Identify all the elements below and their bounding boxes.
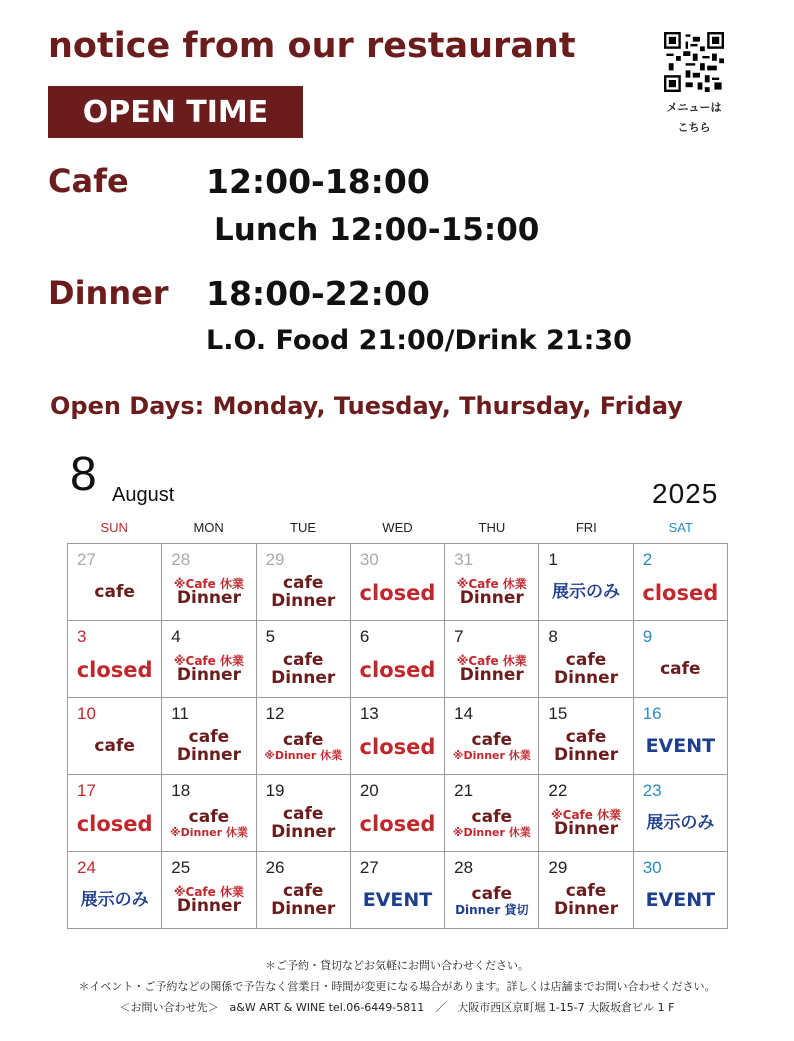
open-days: Open Days: Monday, Tuesday, Thursday, Friday (50, 392, 683, 420)
day-schedule (68, 878, 161, 924)
day-number: 6 (359, 627, 370, 646)
day-number: 29 (265, 550, 285, 569)
schedule-exhibit: 展示のみ (646, 813, 715, 834)
day-schedule (634, 647, 727, 693)
day-number: 28 (454, 858, 474, 877)
schedule-cafe: cafe (94, 582, 135, 603)
day-schedule (351, 647, 444, 693)
schedule-cafe: cafe (471, 730, 512, 751)
schedule-dinner: Dinner (554, 668, 619, 688)
weekday-wed: WED (382, 520, 413, 535)
day-number: 12 (265, 704, 285, 723)
calendar-day-cell (162, 544, 256, 621)
day-number: 21 (454, 781, 474, 800)
schedule-cafe: cafe (282, 573, 324, 594)
weekday-header (67, 520, 728, 535)
schedule-cafe: cafe (282, 804, 324, 825)
calendar-day-cell (68, 852, 162, 929)
schedule-cafe: cafe (282, 730, 324, 751)
day-number: 2 (642, 550, 653, 569)
schedule-event: EVENT (645, 735, 716, 758)
page-title: notice from our restaurant (48, 26, 576, 66)
day-schedule (68, 647, 161, 693)
schedule-cafe: cafe (565, 881, 607, 902)
schedule-dinner: Dinner (271, 822, 336, 842)
calendar-day-cell (539, 621, 633, 698)
weekday-fri: FRI (575, 520, 597, 535)
day-number: 19 (265, 781, 285, 800)
calendar-day-cell (539, 775, 633, 852)
calendar-day-cell (633, 775, 727, 852)
schedule-note: ※Cafe 休業 (456, 576, 527, 591)
day-schedule (68, 724, 161, 770)
schedule-closed: closed (359, 734, 436, 759)
schedule-exhibit: 展示のみ (552, 582, 621, 603)
qr-label (650, 98, 738, 138)
schedule-cafe: cafe (471, 883, 512, 904)
day-schedule (68, 570, 161, 616)
day-number: 31 (454, 550, 474, 569)
day-number: 28 (171, 550, 191, 569)
schedule-cafe: cafe (94, 736, 135, 757)
day-schedule (257, 570, 350, 616)
day-number: 30 (642, 858, 662, 877)
day-schedule (445, 878, 538, 924)
calendar-day-cell (633, 544, 727, 621)
day-number: 13 (359, 704, 379, 723)
calendar-week (68, 852, 728, 929)
day-schedule (634, 801, 727, 847)
dinner-time: 18:00-22:00 (206, 274, 430, 313)
calendar-day-cell (162, 775, 256, 852)
day-number: 7 (454, 627, 464, 646)
calendar-day-cell (68, 775, 162, 852)
day-schedule (257, 724, 350, 770)
day-schedule (257, 647, 350, 693)
schedule-note: ※Cafe 休業 (550, 807, 622, 822)
footer-note-2: ＊イベント・ご予約などの関係で予告なく営業日・時間が変更になる場合があります。詳しくは店舗までお問い合わせください。 (78, 980, 716, 993)
day-number: 1 (548, 550, 558, 569)
day-schedule (634, 724, 727, 770)
calendar-day-cell (445, 775, 539, 852)
schedule-cafe: cafe (282, 650, 324, 671)
footer-note-1: ＊ご予約・貸切などお気軽にお問い合わせください。 (265, 959, 529, 972)
calendar-day-cell (445, 698, 539, 775)
schedule-dinner: Dinner (271, 668, 336, 688)
calendar-week (68, 621, 728, 698)
schedule-dinner: Dinner (176, 896, 241, 917)
schedule-cafe: cafe (565, 650, 607, 671)
day-schedule (539, 647, 632, 693)
calendar-day-cell (445, 544, 539, 621)
day-schedule (162, 724, 255, 770)
schedule-dinner: Dinner (459, 588, 524, 609)
calendar-day-cell (162, 698, 256, 775)
schedule-closed: closed (359, 811, 436, 836)
dinner-label: Dinner (48, 274, 169, 312)
schedule-cafe: cafe (565, 727, 607, 748)
schedule-cafe: cafe (660, 659, 701, 680)
schedule-note: ※Cafe 休業 (456, 653, 527, 668)
schedule-exhibit: 展示のみ (80, 890, 149, 911)
schedule-dinner: Dinner (176, 665, 241, 686)
footer (0, 955, 794, 1018)
day-schedule (162, 647, 255, 693)
day-number: 20 (359, 781, 379, 800)
calendar-day-cell (350, 698, 444, 775)
calendar-day-cell (256, 852, 350, 929)
calendar-day-cell (539, 544, 633, 621)
year: 2025 (652, 478, 719, 509)
day-schedule (257, 801, 350, 847)
day-number: 22 (548, 781, 568, 800)
day-number: 4 (171, 627, 181, 646)
schedule-dinner: Dinner (554, 899, 619, 919)
day-number: 29 (548, 858, 568, 877)
calendar-day-cell (256, 698, 350, 775)
weekday-mon: MON (193, 520, 224, 535)
day-number: 17 (77, 781, 96, 800)
qr-label-line2: こちら (677, 121, 711, 134)
schedule-note-s: ※Dinner 休業 (264, 749, 343, 763)
schedule-note-s: ※Dinner 休業 (452, 749, 531, 763)
day-schedule (257, 878, 350, 924)
calendar-day-cell (256, 544, 350, 621)
day-schedule (445, 570, 538, 616)
weekday-sat: SAT (668, 520, 693, 535)
day-schedule (445, 647, 538, 693)
schedule-dinner: Dinner (554, 745, 619, 765)
day-schedule (351, 801, 444, 847)
calendar-day-cell (256, 621, 350, 698)
calendar-day-cell (256, 775, 350, 852)
day-number: 10 (77, 704, 96, 723)
day-number: 3 (77, 627, 87, 646)
calendar-week (68, 544, 728, 621)
day-schedule (351, 724, 444, 770)
schedule-dinner: Dinner (176, 588, 241, 609)
schedule-cafe: cafe (282, 881, 324, 902)
schedule-cafe: cafe (188, 727, 230, 748)
calendar-day-cell (539, 852, 633, 929)
day-number: 16 (642, 704, 662, 723)
day-number: 27 (359, 858, 379, 877)
calendar-week (68, 698, 728, 775)
weekday-thu: THU (478, 520, 506, 535)
calendar-day-cell (633, 852, 727, 929)
schedule-closed: closed (76, 657, 153, 682)
day-number: 18 (171, 781, 191, 800)
calendar-day-cell (162, 852, 256, 929)
schedule-dinner: Dinner (176, 745, 241, 765)
schedule-note: ※Cafe 休業 (173, 653, 244, 668)
schedule-closed: closed (359, 657, 436, 682)
day-number: 25 (171, 858, 191, 877)
day-schedule (445, 724, 538, 770)
day-schedule (539, 570, 632, 616)
calendar-day-cell (68, 621, 162, 698)
day-schedule (351, 570, 444, 616)
day-schedule (162, 570, 255, 616)
schedule-cafe: cafe (188, 807, 230, 828)
lunch-time: Lunch 12:00-15:00 (214, 212, 540, 248)
day-number: 27 (77, 550, 96, 569)
schedule-dinner: Dinner (271, 899, 336, 919)
day-schedule (162, 878, 255, 924)
month-number: 8 (70, 448, 97, 501)
schedule-kashi: Dinner 貸切 (455, 902, 529, 917)
weekday-sun: SUN (100, 520, 128, 535)
calendar-day-cell (633, 621, 727, 698)
day-number: 14 (454, 704, 474, 723)
qr-label-line1: メニューは (666, 101, 722, 114)
day-number: 23 (642, 781, 662, 800)
schedule-cafe: cafe (471, 807, 512, 828)
schedule-event: EVENT (645, 889, 716, 912)
day-schedule (162, 801, 255, 847)
schedule-note-s: ※Dinner 休業 (452, 826, 531, 840)
schedule-dinner: Dinner (271, 591, 336, 611)
day-schedule (351, 878, 444, 924)
calendar-day-cell (633, 698, 727, 775)
day-number: 30 (359, 550, 379, 569)
calendar-week (68, 775, 728, 852)
cafe-time: 12:00-18:00 (206, 162, 430, 201)
calendar-day-cell (445, 852, 539, 929)
weekday-tue: TUE (290, 520, 317, 535)
schedule-closed: closed (642, 580, 719, 605)
day-schedule (68, 801, 161, 847)
schedule-event: EVENT (362, 889, 433, 912)
day-number: 9 (642, 627, 653, 646)
day-number: 11 (171, 704, 189, 723)
calendar-day-cell (350, 544, 444, 621)
cafe-label: Cafe (48, 162, 129, 200)
schedule-closed: closed (359, 580, 436, 605)
schedule-note-s: ※Dinner 休業 (169, 826, 248, 840)
day-number: 8 (548, 627, 558, 646)
last-order: L.O. Food 21:00/Drink 21:30 (206, 325, 632, 356)
calendar-day-cell (350, 775, 444, 852)
schedule-note: ※Cafe 休業 (173, 884, 244, 899)
day-schedule (539, 878, 632, 924)
footer-contact: ＜お問い合わせ先＞ a&W ART & WINE tel.06-6449-5811 ／ 大阪市西区京町堀 1-15-7 大阪坂倉ビル 1 F (119, 1001, 675, 1014)
day-number: 26 (265, 858, 285, 877)
day-schedule (539, 724, 632, 770)
calendar-day-cell (68, 544, 162, 621)
schedule-note: ※Cafe 休業 (173, 576, 244, 591)
calendar-day-cell (68, 698, 162, 775)
open-time-badge: OPEN TIME (48, 86, 303, 138)
schedule-dinner: Dinner (459, 665, 524, 686)
calendar-day-cell (445, 621, 539, 698)
calendar-day-cell (350, 852, 444, 929)
schedule-dinner: Dinner (554, 819, 619, 840)
calendar-grid (67, 543, 728, 929)
calendar-day-cell (162, 621, 256, 698)
day-number: 15 (548, 704, 568, 723)
day-number: 5 (265, 627, 276, 646)
month-name: August (112, 484, 175, 506)
day-schedule (445, 801, 538, 847)
calendar-day-cell (350, 621, 444, 698)
calendar-day-cell (539, 698, 633, 775)
qr-code-icon[interactable] (664, 32, 724, 92)
day-schedule (539, 801, 632, 847)
schedule-closed: closed (76, 811, 153, 836)
day-schedule (634, 570, 727, 616)
day-schedule (634, 878, 727, 924)
day-number: 24 (77, 858, 96, 877)
